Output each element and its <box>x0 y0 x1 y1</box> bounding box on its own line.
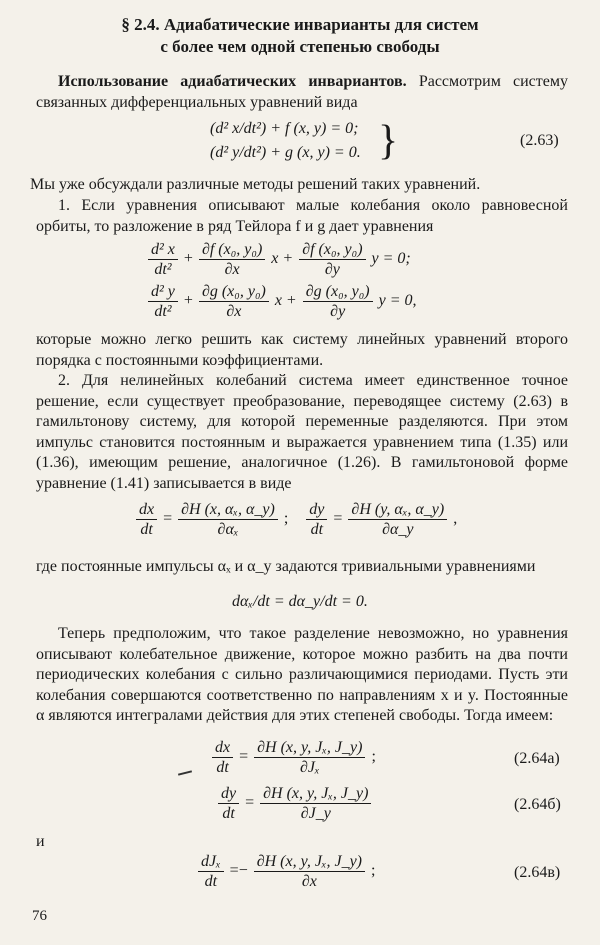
fraction: $\frac{\text{∂H (x, y, Jₓ, J\_y)}}{\partial J\_y}$ <box>260 784 371 823</box>
equation-number-2-64v: (2.64в) <box>514 864 561 881</box>
fraction: $\frac{dy}{dt}$ <box>306 500 327 539</box>
paragraph-intro-text: Рассмотрим систему связанных дифференциальных уравнений вида <box>36 73 568 111</box>
paragraph-methods: Мы уже обсуждали различные методы решений таких уравнений. <box>30 176 481 193</box>
fraction: $\frac{\text{d² y}}{\text{dt²}}$ <box>148 282 178 321</box>
fraction: $\frac{\text{∂H (x, y, Jₓ, J\_y)}}{\partial x}$ <box>254 852 365 891</box>
equation-number-2-63: (2.63) <box>520 132 559 149</box>
equation-2-64a: $\frac{dx}{dt}$ = $\frac{\text{∂H (x, y, Jₓ, J\_y)}}{\text{∂Jₓ}}$ ; <box>210 738 376 777</box>
taylor-equation-1: $\frac{\text{d² x}}{\text{dt²}}$ + $\frac{\text{∂f (x₀, y₀)}}{\partial x}$ x + $\frac{\text{∂f (x₀, y₀)}}{\partial y}$ y = 0; <box>146 240 411 279</box>
paragraph-intro <box>36 72 568 113</box>
equation-constant-momenta: dαₓ/dt = dα_y/dt = 0. <box>232 593 368 610</box>
paragraph-adiabatic: Теперь предположим, что такое разделение невозможно, но уравнения описывают колебательное движение, которое можно разбить на два почти периодических колебания с сильно различающимися периодами. Пусть эти колебания совершаются соответственно по направлениям x и y. Постоянные α являются интегралами действия для этих степеней свободы. Тогда имеем: <box>36 625 568 724</box>
fraction: $\frac{\text{∂f (x₀, y₀)}}{\partial y}$ <box>299 240 365 279</box>
paragraph-heading: Использование адиабатических инвариантов. <box>58 73 407 90</box>
fraction: $\frac{\text{d² x}}{\text{dt²}}$ <box>148 240 178 279</box>
conjunction-and: и <box>36 833 45 850</box>
paragraph-item-2: 2. Для нелинейных колебаний система имеет единственное точное решение, если существует преобразование, переводящее систему (2.63) в гамильтонову систему, для которой переменные разделяются. При этом импульс становится постоянным и выражается уравнением типа (1.35) или (1.36), имеющим решение, аналогичное (1.26). В гамильтоновой форме уравнение (1.41) записывается в виде <box>36 372 568 492</box>
fraction: $\frac{\text{∂g (x₀, y₀)}}{\partial x}$ <box>199 282 269 321</box>
equation-number-2-64b: (2.64б) <box>514 796 561 813</box>
fraction: $\frac{\text{∂f (x₀, y₀)}}{\partial x}$ <box>199 240 265 279</box>
fraction: $\frac{\text{dJₓ}}{dt}$ <box>198 852 224 891</box>
fraction: $\frac{\text{∂H (y, αₓ, α\_y)}}{\partial\alpha\_y}$ <box>348 500 447 539</box>
margin-pencil-mark <box>178 770 192 775</box>
hamiltonian-equations: $\frac{dx}{dt}$ = $\frac{\text{∂H (x, αₓ, α\_y)}}{\text{∂αₓ}}$ ; $\frac{dy}{dt}$ = $\frac{\text{∂H (y, αₓ, α\_y)}}{\partial\alpha\_y}$ , <box>134 500 457 539</box>
fraction: $\frac{dx}{dt}$ <box>212 738 233 777</box>
equation-2-63-line-2: (d² y/dt²) + g (x, y) = 0. <box>210 144 361 161</box>
fraction: $\frac{\text{∂g (x₀, y₀)}}{\partial y}$ <box>303 282 373 321</box>
equation-number-2-64a: (2.64а) <box>514 750 560 767</box>
equation-2-63-line-1: (d² x/dt²) + f (x, y) = 0; <box>210 120 359 137</box>
section-title-line-2: с более чем одной степенью свободы <box>160 37 440 56</box>
paragraph-constant-momenta: где постоянные импульсы αₓ и α_y задаются тривиальными уравнениями <box>36 558 536 575</box>
equation-2-64v: $\frac{\text{dJₓ}}{dt}$ =− $\frac{\text{∂H (x, y, Jₓ, J\_y)}}{\partial x}$ ; <box>196 852 375 891</box>
paragraph-item-1: 1. Если уравнения описывают малые колебания около равновесной орбиты, то разложение в ряд Тейлора f и g дает уравнения <box>36 197 568 235</box>
fraction: $\frac{\text{∂H (x, αₓ, α\_y)}}{\text{∂αₓ}}$ <box>178 500 278 539</box>
fraction: $\frac{dx}{dt}$ <box>136 500 157 539</box>
section-title-line-1: § 2.4. Адиабатические инварианты для систем <box>121 15 479 34</box>
page-number: 76 <box>32 908 47 924</box>
equation-2-64b: $\frac{dy}{dt}$ = $\frac{\text{∂H (x, y, Jₓ, J\_y)}}{\partial J\_y}$ <box>216 784 373 823</box>
paragraph-linear-solution: которые можно легко решить как систему линейных уравнений второго порядка с постоянными коэффициентами. <box>36 331 568 369</box>
brace-symbol: } <box>378 118 399 164</box>
fraction: $\frac{dy}{dt}$ <box>218 784 239 823</box>
fraction: $\frac{\text{∂H (x, y, Jₓ, J\_y)}}{\text{∂Jₓ}}$ <box>254 738 365 777</box>
taylor-equation-2: $\frac{\text{d² y}}{\text{dt²}}$ + $\frac{\text{∂g (x₀, y₀)}}{\partial x}$ x + $\frac{\text{∂g (x₀, y₀)}}{\partial y}$ y = 0, <box>146 282 417 321</box>
